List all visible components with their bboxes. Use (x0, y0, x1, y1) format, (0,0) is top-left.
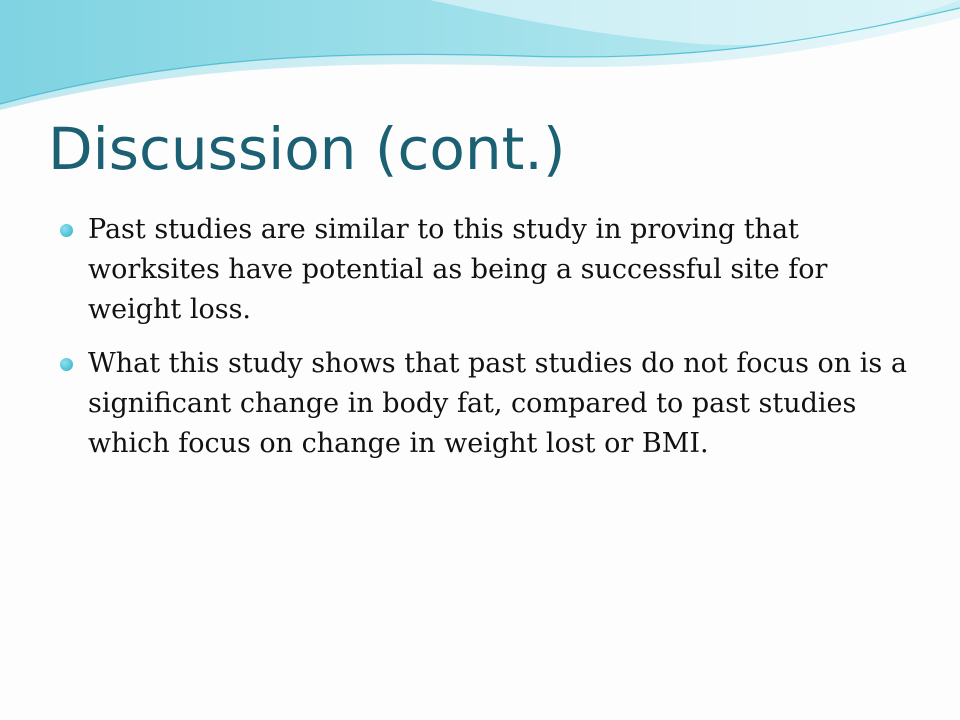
bullet-item (60, 344, 920, 464)
bullet-list (60, 210, 920, 478)
bullet-text: Past studies are similar to this study in proving that worksites have potential as being a successful site for weight loss. (88, 214, 828, 325)
header-wave-decoration (0, 0, 960, 120)
bullet-icon (60, 224, 73, 237)
bullet-icon (60, 358, 73, 371)
bullet-text: What this study shows that past studies do not focus on is a significant change in body fat, compared to past studies which focus on change in weight lost or BMI. (88, 348, 907, 459)
bullet-item (60, 210, 920, 330)
slide-title: Discussion (cont.) (48, 115, 566, 183)
